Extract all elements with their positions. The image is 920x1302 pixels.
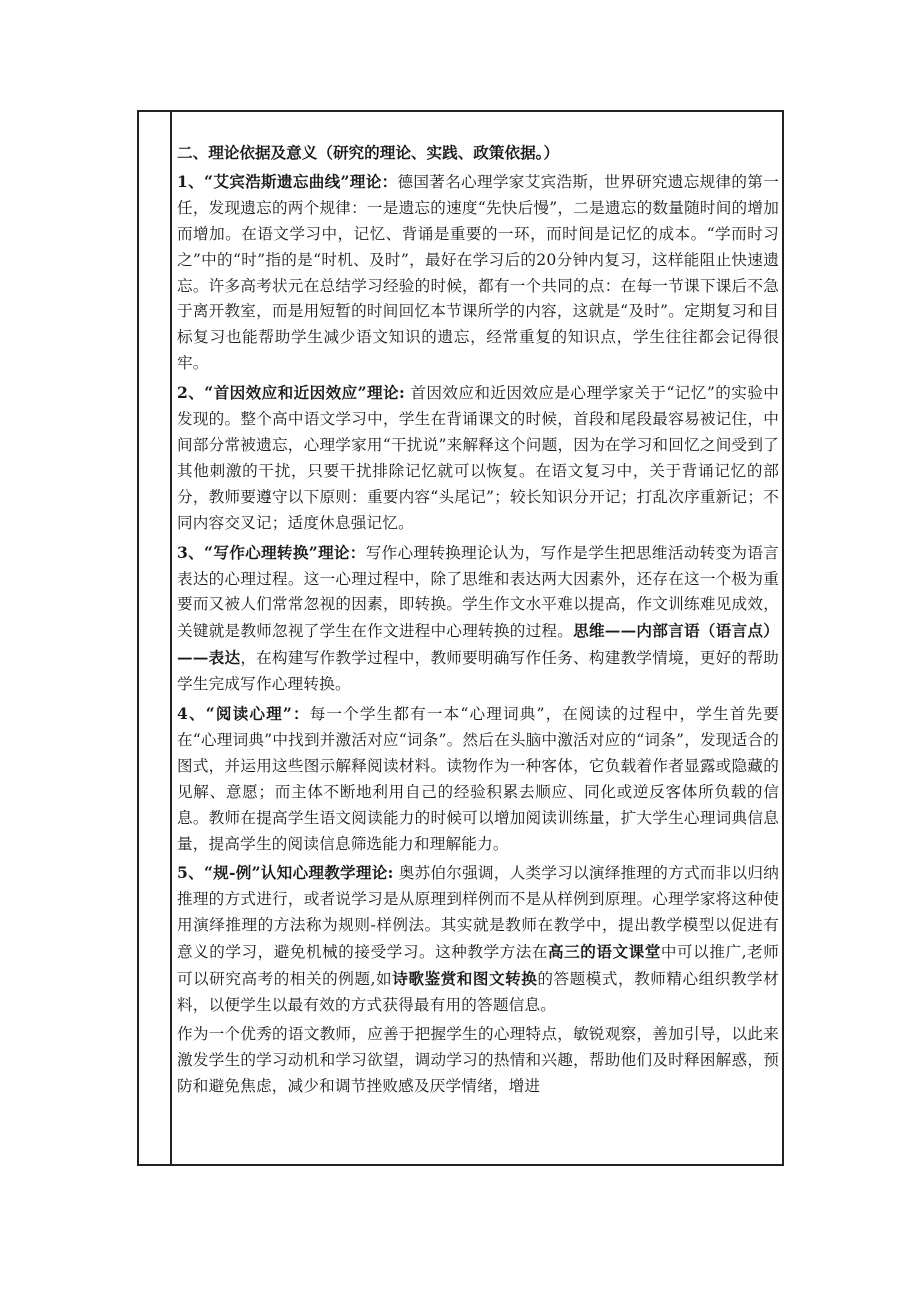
section-heading: 二、理论依据及意义（研究的理论、实践、政策依据。） — [177, 143, 560, 162]
table-left-column — [139, 112, 172, 1164]
paragraph-lead: 5、“规-例”认知心理教学理论: — [177, 863, 394, 883]
paragraph-lead: 2、“首因效应和近因效应”理论: — [177, 383, 406, 403]
paragraph-text: 写作心理转换理论认为，写作是学生把思维活动转变为语言表达的心理过程。这一心理过程中，除了思维和表达两大因素外，还存在这一个极为重要而又被人们常常忽视的因素，即转换。学生作文水平难以提高，作文训练难见成效，关键就是教师忽视了学生在作文进程中心理转换的过程。 — [177, 543, 780, 641]
paragraph-text: 德国著名心理学家艾宾浩斯，世界研究遗忘规律的第一任，发现遗忘的两个规律：一是遗忘的速度“先快后慢”，二是遗忘的数量随时间的增加而增加。在语文学习中，记忆、背诵是重要的一环，而时间是记忆的成本。“学而时习之”中的“时”指的是“时机、及时”，最好在学习后的20分钟内复习，这样能阻止快速遗忘。许多高考状元在总结学习经验的时候，都有一个共同的点：在每一节课下课后不急于离开教室，而是用短暂的时间回忆本节课所学的内容，这就是“及时”。定期复习和目标复习也能帮助学生减少语文知识的遗忘，经常重复的知识点，学生往往都会记得很牢。 — [177, 172, 779, 373]
paragraph-rule-example — [177, 860, 779, 1018]
paragraph-text: 中可以推广,老师可以研究高考的相关的例题,如 — [177, 943, 779, 989]
paragraph-reading-psychology — [177, 701, 779, 857]
paragraph-text: 奥苏伯尔强调，人类学习以演绎推理的方式而非以归纳推理的方式进行，或者说学习是从原理到样例而不是从样例到原理。心理学家将这种使用演绎推理的方法称为规则-样例法。其实就是教师在教学中，提出教学模型以促进有意义的学习，避免机械的接受学习。这种教学方法在 — [177, 864, 779, 962]
paragraph-text: 首因效应和近因效应是心理学家关于“记忆”的实验中发现的。整个高中语文学习中，学生在背诵课文的时候，首段和尾段最容易被记住，中间部分常被遗忘，心理学家用“干扰说”来解释这个问题，因为在学习和回忆之间受到了其他刺激的干扰，只要干扰排除记忆就可以恢复。在语文复习中，关于背诵记忆的部分，教师要遵守以下原则：重要内容“头尾记”；较长知识分开记；打乱次序重新记；不同内容交叉记；适度休息强记忆。 — [177, 384, 779, 532]
paragraph-writing-psychology — [177, 540, 779, 698]
paragraph-text: 每一个学生都有一本“心理词典”，在阅读的过程中，学生首先要在“心理词典”中找到并激活对应“词条”。然后在头脑中激活对应的“词条”，发现适合的图式，并运用这些图示解释阅读材料。读物作为一种客体，它负载着作者显露或隐藏的见解、意愿；而主体不断地利用自己的经验积累去顺应、同化或逆反客体所负载的信息。教师在提高学生语文阅读能力的时候可以增加阅读训练量，扩大学生心理词典信息量，提高学生的阅读信息筛选能力和理解能力。 — [177, 705, 779, 853]
paragraph-lead: 4、“阅读心理”： — [177, 704, 310, 724]
paragraph-emphasis: 思维——内部言语（语言点）——表达 — [177, 621, 779, 668]
paragraph-conclusion — [177, 1022, 779, 1100]
paragraph-text: 作为一个优秀的语文教师，应善于把握学生的心理特点，敏锐观察，善加引导，以此来激发学生的学习动机和学习欲望，调动学习的热情和兴趣，帮助他们及时释困解惑，预防和避免焦虑，减少和调节挫败感及厌学情绪，增进 — [177, 1024, 779, 1095]
paragraph-text: 的答题模式，教师精心组织教学材料，以便学生以最有效的方式获得最有用的答题信息。 — [177, 970, 779, 1014]
paragraph-emphasis: 诗歌鉴赏和图文转换 — [392, 969, 538, 989]
paragraph-lead: 1、“艾宾浩斯遗忘曲线”理论： — [177, 171, 398, 191]
paragraph-text: ，在构建写作教学过程中，教师要明确写作任务、构建教学情境，更好的帮助学生完成写作心理转换。 — [177, 649, 779, 694]
paragraph-emphasis: 高三的语文课堂 — [548, 942, 661, 962]
table-content-cell — [174, 112, 782, 1164]
paragraph-ebbinghaus — [177, 169, 779, 377]
paragraph-lead: 3、“写作心理转换”理论： — [177, 542, 366, 562]
paragraph-primacy-recency — [177, 380, 779, 536]
document-table — [137, 110, 784, 1166]
